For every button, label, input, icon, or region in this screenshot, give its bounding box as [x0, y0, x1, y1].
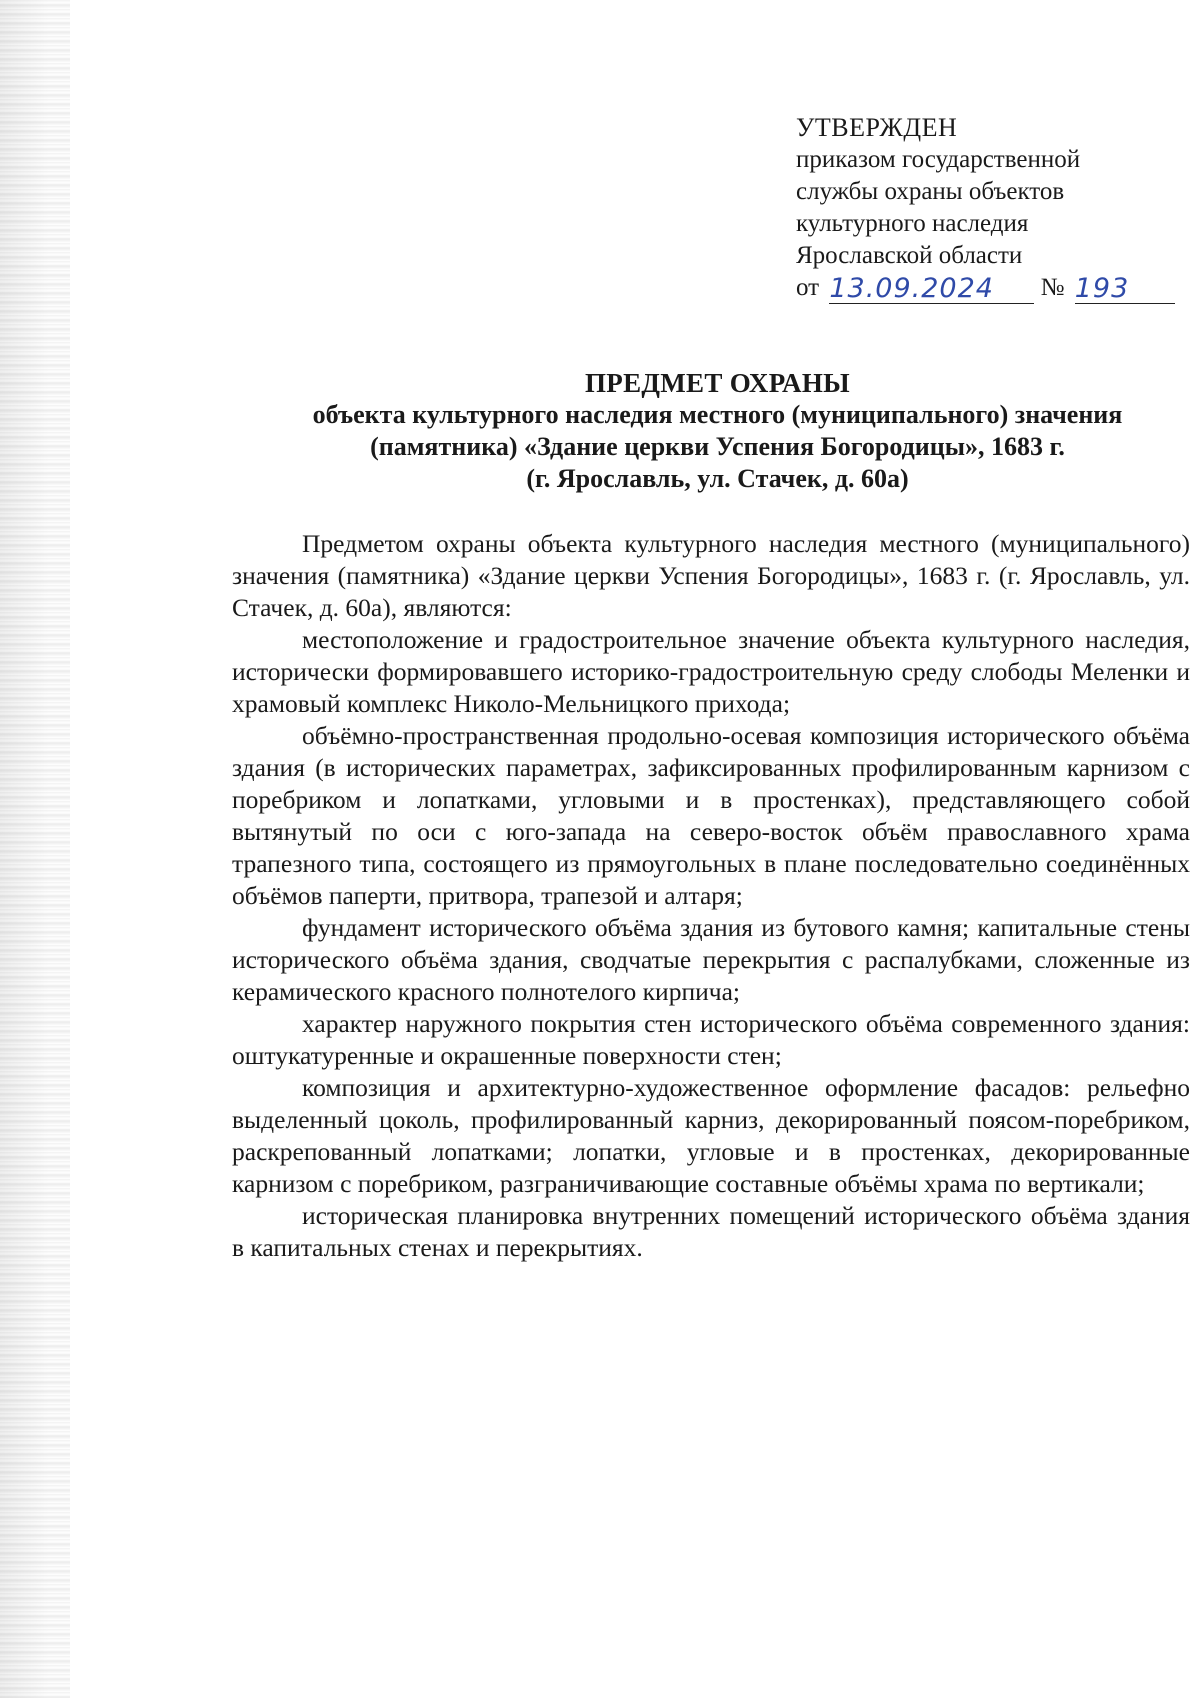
title-line-3: (г. Ярославль, ул. Стачек, д. 60а) — [526, 464, 909, 493]
approval-line-2: службы охраны объектов — [796, 178, 1065, 205]
paragraph-intro: Предметом охраны объекта культурного наследия местного (муниципального) значения (памятника) «Здание церкви Успения Богородицы», 1683 г. (г. Ярославль, ул. Стачек, д. 60а), являются: — [232, 529, 1190, 622]
paragraph-facades: композиция и архитектурно-художественное оформление фасадов: рельефно выделенный цоколь, профилированный карниз, декорированный поясом-поребриком, раскрепованный лопатками; лопатки, угловые и в простенках, декорированные карнизом с поребриком, разграничивающие составные объёмы храма по вертикали; — [232, 1073, 1190, 1198]
paragraph-composition: объёмно-пространственная продольно-осевая композиция исторического объёма здания (в исторических параметрах, зафиксированных профилированным карнизом с поребриком и лопатками, угловыми и в простенках), представляющего собой вытянутый по оси с юго-запада на северо-восток объём православного храма трапезного типа, состоящего из прямоугольных в плане последовательно соединённых объёмов паперти, притвора, трапезой и алтаря; — [232, 721, 1190, 910]
paragraph-location: местоположение и градостроительное значение объекта культурного наследия, исторически формировавшего историко-градостроительную среду слободы Меленки и храмовый комплекс Николо-Мельницкого прихода; — [232, 625, 1190, 718]
handwritten-date: 13.09.2024 — [829, 273, 994, 304]
approved-label: УТВЕРЖДЕН — [796, 113, 958, 142]
title-line-1: объекта культурного наследия местного (муниципального) значения — [312, 400, 1123, 429]
paragraph-wall-finish: характер наружного покрытия стен исторического объёма современного здания: оштукатуренные и окрашенные поверхности стен; — [232, 1009, 1190, 1070]
approval-line-1: приказом государственной — [796, 146, 1081, 173]
number-prefix: № — [1040, 274, 1065, 301]
paragraph-foundation: фундамент исторического объёма здания из бутового камня; капитальные стены исторического объёма здания, сводчатые перекрытия с распалубками, сложенные из керамического красного полнотелого кирпича; — [232, 913, 1190, 1006]
date-field — [829, 273, 1034, 304]
document-heading: ПРЕДМЕТ ОХРАНЫ — [585, 368, 850, 398]
document-title-block — [230, 367, 1200, 495]
date-number-row — [796, 272, 1196, 306]
handwritten-number: 193 — [1074, 273, 1130, 304]
date-prefix: от — [796, 274, 820, 301]
title-line-2: (памятника) «Здание церкви Успения Богородицы», 1683 г. — [370, 432, 1065, 461]
paragraph-interior: историческая планировка внутренних помещений исторического объёма здания в капитальных стенах и перекрытиях. — [232, 1201, 1190, 1262]
scan-edge-artifact — [0, 0, 70, 1698]
approval-line-4: Ярославской области — [796, 242, 1023, 269]
number-field — [1075, 273, 1175, 304]
approval-stamp-block — [796, 112, 1196, 306]
approval-line-3: культурного наследия — [796, 210, 1029, 237]
document-body — [232, 528, 1190, 1264]
